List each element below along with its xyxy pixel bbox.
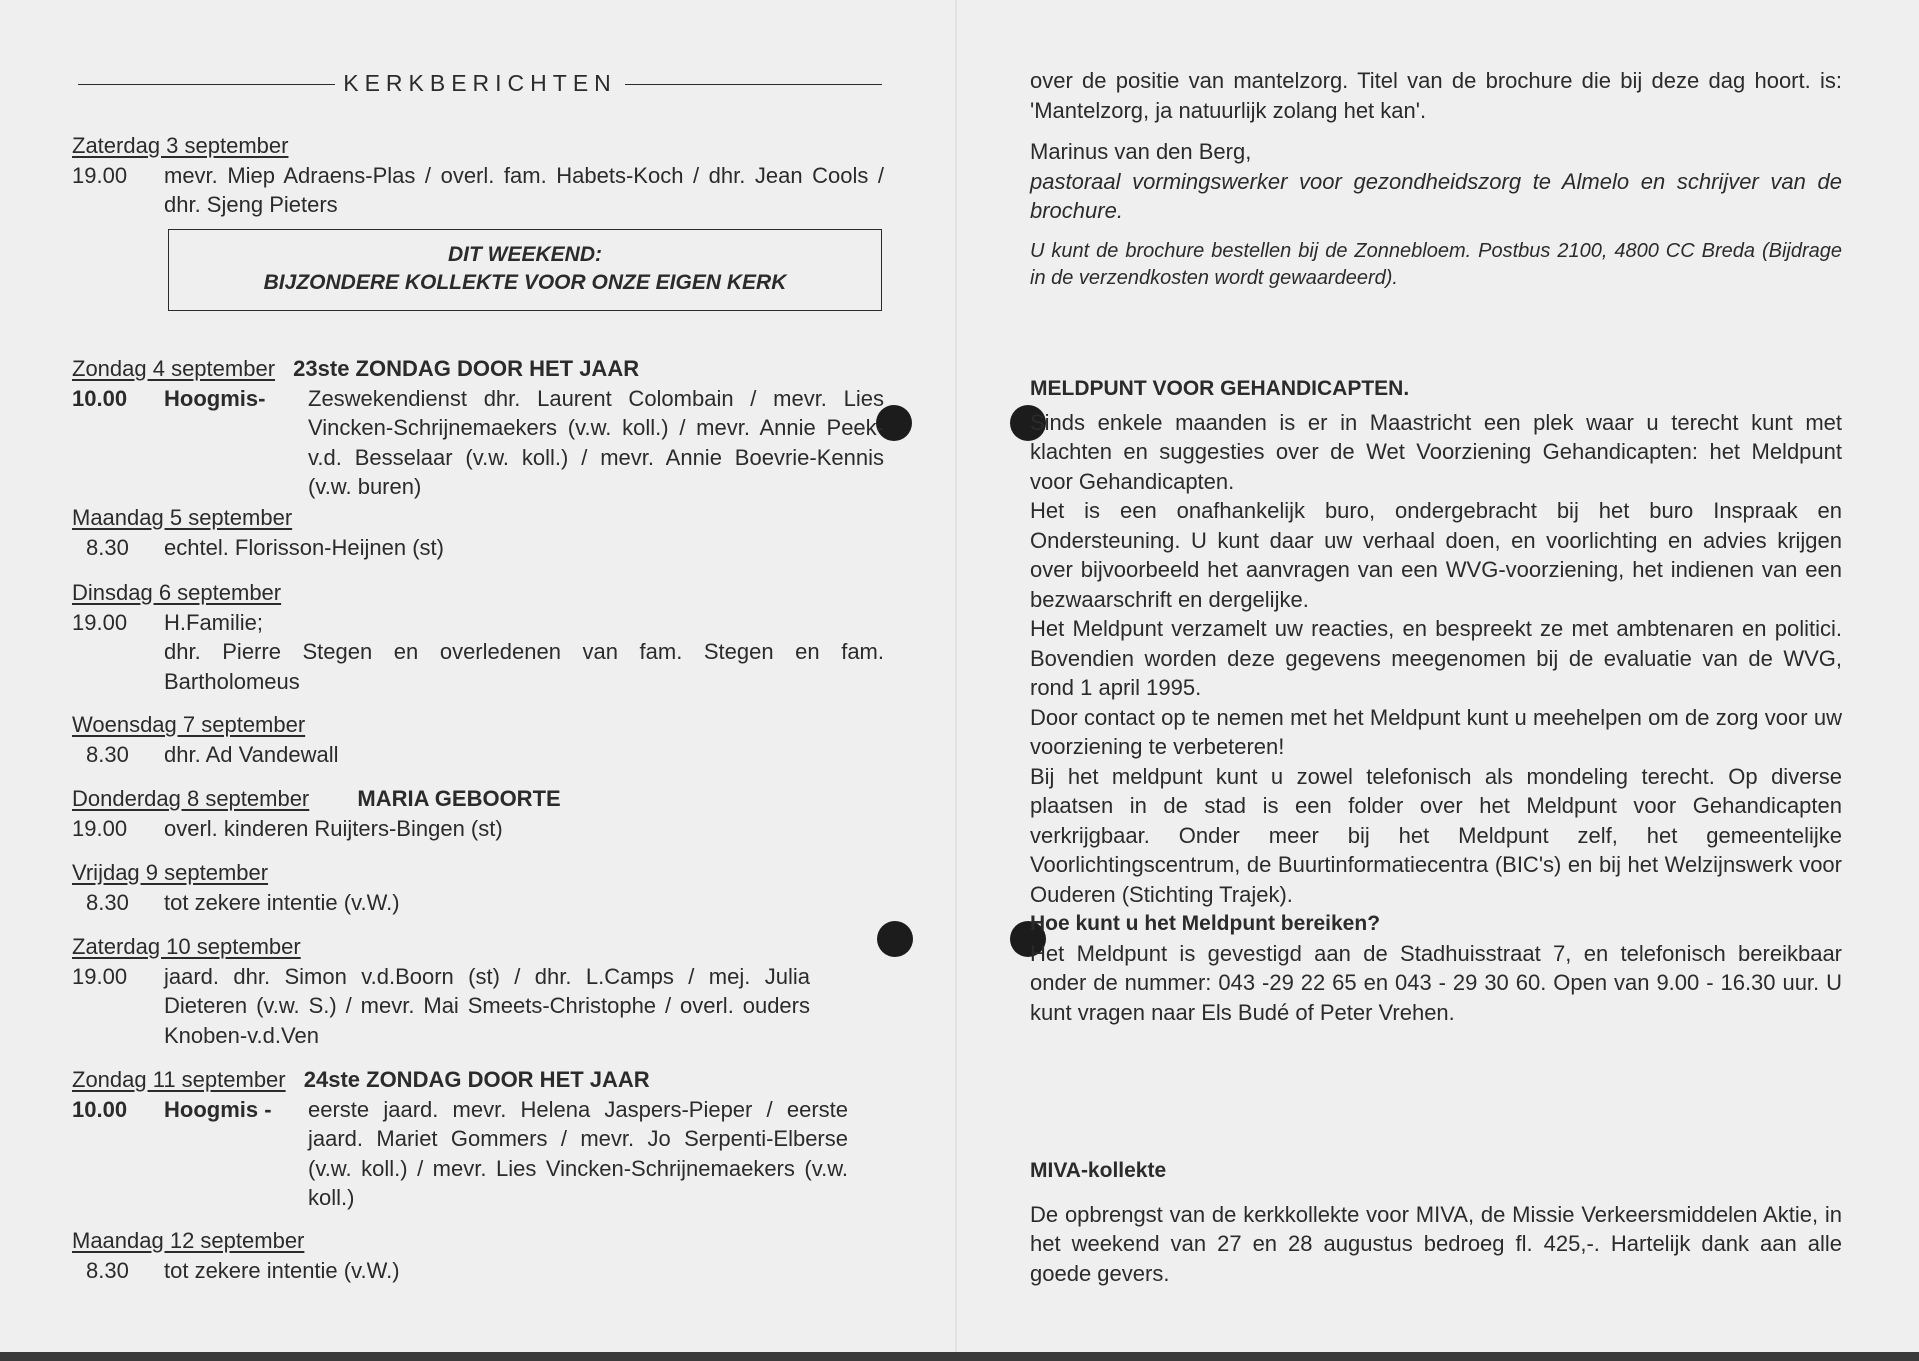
paragraph: Het Meldpunt is gevestigd aan de Stadhuisstraat 7, en telefonisch bereikbaar onder de nummer: 043 -29 22 65 en 043 - 29 30 60. Open van 9.00 - 16.30 uur. U kunt vragen naar Els Budé of Peter Vrehen. bbox=[1030, 940, 1842, 1025]
paragraph: Door contact op te nemen met het Meldpunt kunt u meehelpen om de zorg voor uw voorziening te verbeteren! bbox=[1030, 704, 1842, 759]
day-name: Maandag 12 september bbox=[72, 1228, 305, 1253]
schedule-day bbox=[72, 710, 884, 769]
mass-time: 10.00 bbox=[72, 385, 128, 411]
author-role: pastoraal vormingswerker voor gezondheidszorg te Almelo en schrijver van de brochure. bbox=[1030, 168, 1842, 223]
schedule-day bbox=[72, 1065, 848, 1213]
section-heading: MELDPUNT VOOR GEHANDICAPTEN. bbox=[1030, 377, 1410, 400]
page-fold bbox=[955, 0, 957, 1352]
day-name: Vrijdag 9 september bbox=[72, 860, 269, 885]
paragraph: Het Meldpunt verzamelt uw reacties, en bespreekt ze met ambtenaren en politici. Bovendien worden deze gegevens meegenomen bij de evaluatie van de WVG, rond 1 april 1995. bbox=[1030, 616, 1842, 700]
section-heading: MIVA-kollekte bbox=[1030, 1159, 1167, 1182]
paragraph: Het is een onafhankelijk buro, ondergebracht bij het buro Inspraak en Ondersteuning. U kunt daar uw verhaal doen, en voorlichting en advies krijgen over bijvoorbeeld het aanvragen van een WVG-voorziening, het indienen van een bezwaarschrift en dergelijke. bbox=[1030, 498, 1842, 612]
order-note: U kunt de brochure bestellen bij de Zonnebloem. Postbus 2100, 4800 CC Breda (Bijdrage in de verzendkosten wordt gewaardeerd). bbox=[1030, 239, 1842, 289]
notice-line: DIT WEEKEND: bbox=[448, 243, 602, 266]
section-title: KERKBERICHTEN bbox=[343, 70, 617, 97]
divider bbox=[625, 84, 882, 85]
author-name: Marinus van den Berg, bbox=[1030, 139, 1252, 164]
mass-intention: overl. kinderen Ruijters-Bingen (st) bbox=[164, 815, 503, 841]
paragraph: Sinds enkele maanden is er in Maastricht een plek waar u terecht kunt met klachten en suggesties over de Wet Voorziening Gehandicapten: het Meldpunt voor Gehandicapten. bbox=[1030, 409, 1842, 494]
schedule-day bbox=[72, 858, 884, 917]
church-news-column bbox=[72, 66, 884, 1283]
punch-hole bbox=[877, 921, 913, 957]
schedule-day bbox=[72, 784, 884, 843]
mass-intention: Zeswekendienst dhr. Laurent Colombain / mevr. Lies Vincken-Schrijnemaekers (v.w. koll.) / mevr. Annie Peek-v.d. Besselaar (v.w. koll.) / mevr. Annie Boevrie-Kennis (v.w. buren) bbox=[308, 385, 884, 499]
mass-intention: eerste jaard. mevr. Helena Jaspers-Pieper / eerste jaard. Mariet Gommers / mevr. Jo Serpenti-Elberse (v.w. koll.) / mevr. Lies Vincken-Schrijnemaekers (v.w. koll.) bbox=[308, 1096, 848, 1210]
day-name: Zaterdag 10 september bbox=[72, 934, 301, 959]
paragraph: Bij het meldpunt kunt u zowel telefonisch als mondeling terecht. Op diverse plaatsen in de stad is een folder over het Meldpunt voor Gehandicapten verkrijgbaar. Onder meer bij het Meldpunt zelf, het gemeentelijke Voorlichtingscentrum, de Buurtinformatiecentra (BIC's) en bij het Welzijnswerk voor Ouderen (Stichting Trajek). bbox=[1030, 763, 1842, 907]
day-name: Dinsdag 6 september bbox=[72, 580, 282, 605]
mass-intention: mevr. Miep Adraens-Plas / overl. fam. Habets-Koch / dhr. Jean Cools / dhr. Sjeng Pieters bbox=[164, 162, 884, 217]
subheading: Hoe kunt u het Meldpunt bereiken? bbox=[1030, 912, 1381, 935]
info-column bbox=[1030, 66, 1842, 1286]
mass-time: 19.00 bbox=[72, 815, 128, 841]
mass-intention: dhr. Pierre Stegen en overledenen van fam. Stegen en fam. Bartholomeus bbox=[164, 639, 884, 694]
day-name: Zaterdag 3 september bbox=[72, 133, 289, 158]
day-name: Zondag 4 september bbox=[72, 356, 276, 381]
mass-time: 19.00 bbox=[72, 162, 128, 188]
mass-intention: tot zekere intentie (v.W.) bbox=[164, 889, 400, 915]
mass-time: 19.00 bbox=[72, 609, 128, 635]
divider bbox=[78, 84, 335, 85]
collection-notice bbox=[168, 229, 882, 311]
schedule-day bbox=[72, 932, 810, 1050]
schedule-day bbox=[72, 503, 884, 562]
mass-intention: H.Familie; bbox=[164, 609, 264, 635]
mass-label: Hoogmis - bbox=[164, 1096, 272, 1122]
day-name: Maandag 5 september bbox=[72, 505, 293, 530]
scan-edge bbox=[0, 1352, 1919, 1361]
schedule-day bbox=[72, 354, 884, 502]
miva-section bbox=[1030, 1156, 1842, 1288]
schedule-day bbox=[72, 578, 884, 696]
day-name: Woensdag 7 september bbox=[72, 712, 306, 737]
mass-time: 8.30 bbox=[86, 1257, 129, 1283]
day-name: Donderdag 8 september bbox=[72, 786, 310, 811]
mass-time: 10.00 bbox=[72, 1096, 128, 1122]
section-header bbox=[78, 66, 882, 102]
mass-intention: jaard. dhr. Simon v.d.Boorn (st) / dhr. L.Camps / mej. Julia Dieteren (v.w. S.) / mevr. Mai Smeets-Christophe / overl. ouders Knoben-v.d.Ven bbox=[164, 963, 810, 1048]
day-title: 23ste ZONDAG DOOR HET JAAR bbox=[293, 356, 640, 381]
mass-time: 8.30 bbox=[86, 889, 129, 915]
schedule-day bbox=[72, 1226, 884, 1285]
brochure-intro: over de positie van mantelzorg. Titel van de brochure die bij deze dag hoort. is: 'Mantelzorg, ja natuurlijk zolang het kan'. bbox=[1030, 68, 1842, 123]
day-name: Zondag 11 september bbox=[72, 1067, 286, 1092]
mass-time: 19.00 bbox=[72, 963, 128, 989]
day-title: 24ste ZONDAG DOOR HET JAAR bbox=[303, 1067, 650, 1092]
mass-time: 8.30 bbox=[86, 534, 129, 560]
mass-intention: dhr. Ad Vandewall bbox=[164, 741, 339, 767]
paragraph: De opbrengst van de kerkkollekte voor MIVA, de Missie Verkeersmiddelen Aktie, in het weekend van 27 en 28 augustus bedroeg fl. 425,-. Hartelijk dank aan alle goede gevers. bbox=[1030, 1201, 1842, 1286]
meldpunt-section bbox=[1030, 374, 1842, 1027]
mass-intention: echtel. Florisson-Heijnen (st) bbox=[164, 534, 444, 560]
mass-intention: tot zekere intentie (v.W.) bbox=[164, 1257, 400, 1283]
day-title: MARIA GEBOORTE bbox=[357, 786, 561, 811]
mass-time: 8.30 bbox=[86, 741, 129, 767]
mass-label: Hoogmis- bbox=[164, 385, 266, 411]
notice-line: BIJZONDERE KOLLEKTE VOOR ONZE EIGEN KERK bbox=[263, 271, 787, 294]
schedule-day bbox=[72, 131, 884, 220]
